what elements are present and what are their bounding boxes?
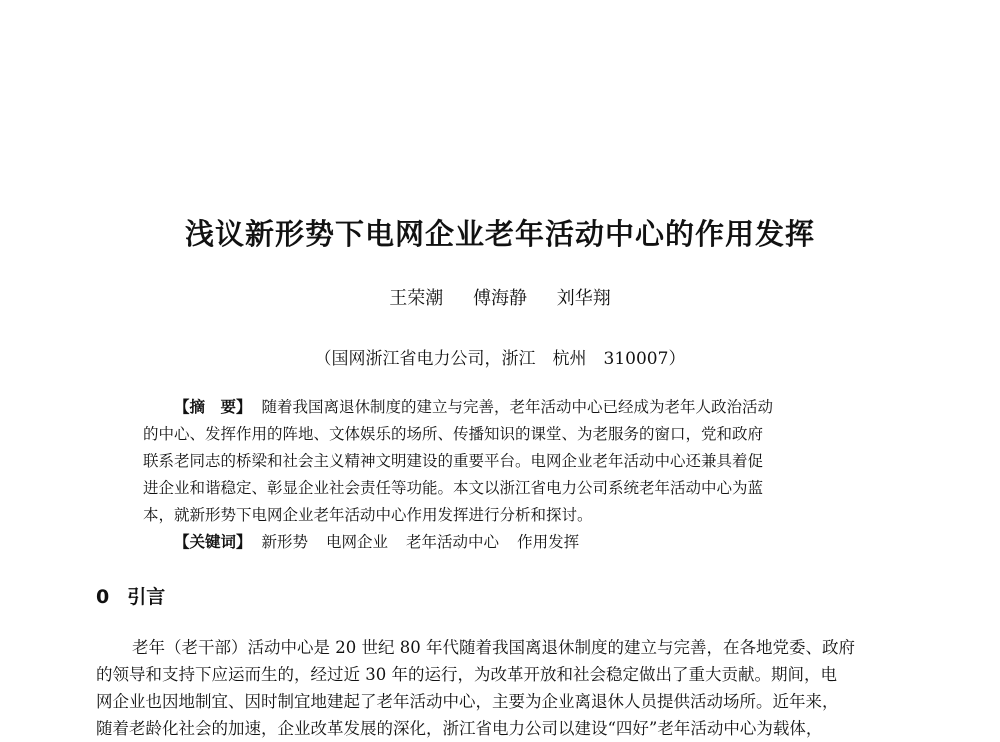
author-name: 王荣潮: [389, 288, 444, 309]
abstract-line: 联系老同志的桥梁和社会主义精神文明建设的重要平台。电网企业老年活动中心还兼具着促: [143, 452, 764, 470]
abstract-label: 【摘 要】: [174, 398, 252, 416]
author-affiliation: （国网浙江省电力公司，浙江 杭州 310007）: [314, 349, 686, 369]
abstract-block: [143, 394, 843, 556]
author-name: 刘华翔: [556, 288, 611, 309]
body-line: 的领导和支持下应运而生的，经过近 30 年的运行，为改革开放和社会稳定做出了重大贡献。期间，电: [96, 665, 837, 684]
abstract-text: 随着我国离退休制度的建立与完善，老年活动中心已经成为老年人政治活动: [261, 398, 774, 416]
body-line: 网企业也因地制宜、因时制宜地建起了老年活动中心，主要为企业离退休人员提供活动场所。近年来，: [96, 692, 839, 711]
author-list: [0, 284, 1000, 310]
keywords-line: [143, 529, 843, 556]
keyword: 作用发挥: [517, 533, 580, 551]
keyword: 老年活动中心: [406, 533, 500, 551]
body-line: 老年（老干部）活动中心是 20 世纪 80 年代随着我国离退休制度的建立与完善，在各地党委、政府: [132, 638, 855, 657]
keyword: 新形势: [261, 533, 309, 551]
keyword: 电网企业: [326, 533, 389, 551]
keywords-label: 【关键词】: [174, 533, 252, 551]
abstract-line: [143, 394, 843, 421]
author-name: 傅海静: [473, 288, 527, 309]
abstract-line: 进企业和谐稳定、彰显企业社会责任等功能。本文以浙江省电力公司系统老年活动中心为蓝: [143, 479, 764, 497]
abstract-line: 本，就新形势下电网企业老年活动中心作用发挥进行分析和探讨。: [143, 506, 593, 524]
paper-title: 浅议新形势下电网企业老年活动中心的作用发挥: [184, 217, 815, 251]
body-line: 随着老龄化社会的加速，企业改革发展的深化，浙江省电力公司以建设“四好”老年活动中心为载体，: [96, 719, 823, 738]
section-title: 引言: [127, 586, 166, 608]
abstract-line: 的中心、发挥作用的阵地、文体娱乐的场所、传播知识的课堂、为老服务的窗口，党和政府: [143, 425, 764, 443]
section-number: 0: [96, 586, 110, 608]
body-paragraph: [96, 634, 886, 742]
section-heading: [96, 582, 165, 609]
